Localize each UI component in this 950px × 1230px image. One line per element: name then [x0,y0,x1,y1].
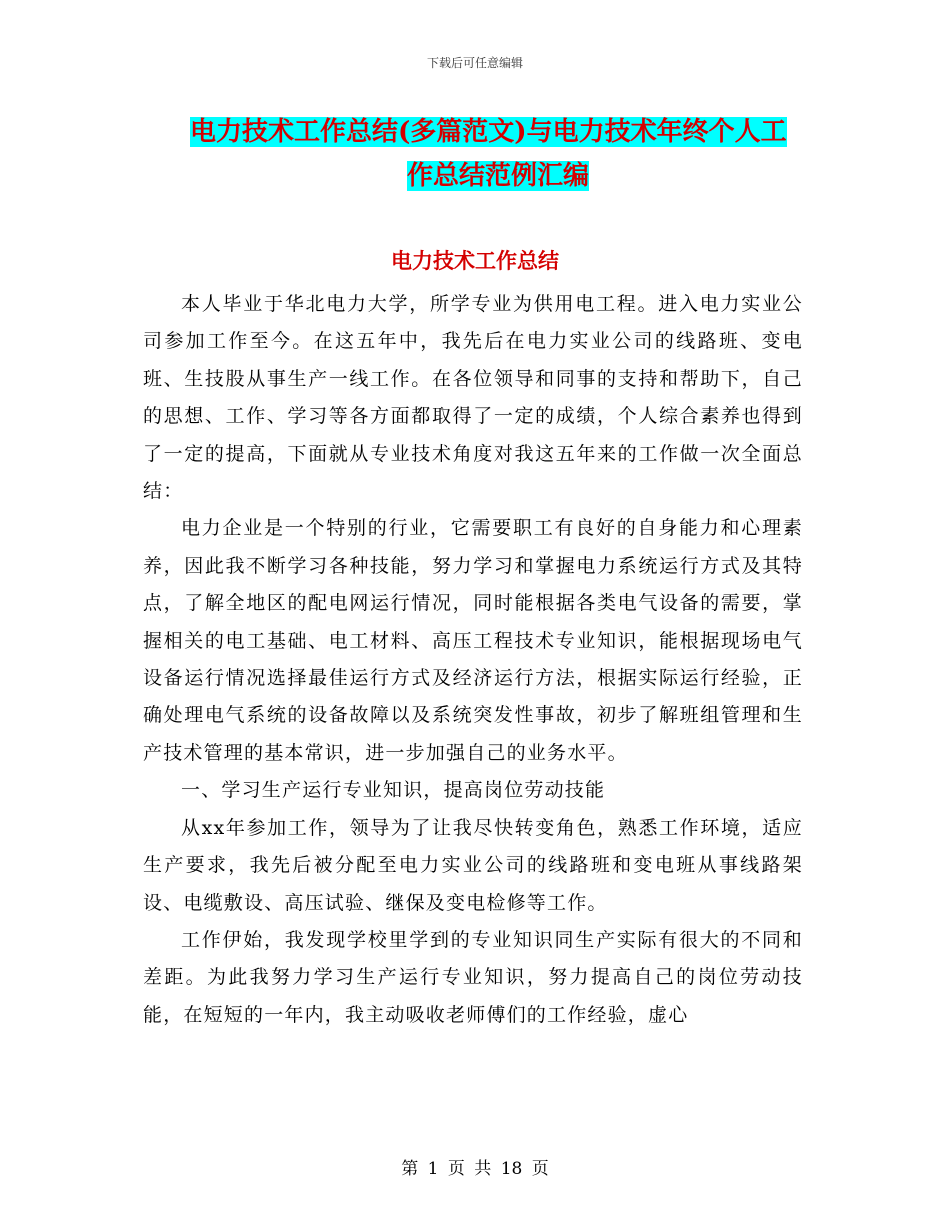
section-heading: 一、学习生产运行专业知识，提高岗位劳动技能 [181,779,606,802]
document-title-line1: 电力技术工作总结(多篇范文)与电力技术年终个人工 [190,117,787,147]
paragraph: 本人毕业于华北电力大学，所学专业为供用电工程。进入电力实业公司参加工作至今。在这五年中，我先后在电力实业公司的线路班、变电班、生技股从事生产一线工作。在各位领导和同事的支持和帮助下，自己的思想、工作、学习等各方面都取得了一定的成绩，个人综合素养也得到了一定的提高，下面就从专业技术角度对我这五年来的工作做一次全面总结： [143,293,803,503]
document-title-line2: 作总结范例汇编 [406,161,589,191]
paragraph: 工作伊始，我发现学校里学到的专业知识同生产实际有很大的不同和差距。为此我努力学习生产运行专业知识，努力提高自己的岗位劳动技能，在短短的一年内，我主动吸收老师傅们的工作经验，虚心 [143,928,803,1026]
document-title [190,110,810,198]
page-number-footer: 第 1 页 共 18 页 [401,1159,549,1179]
section-title: 电力技术工作总结 [391,248,559,273]
document-body [143,286,803,1034]
paragraph: 电力企业是一个特别的行业，它需要职工有良好的自身能力和心理素养，因此我不断学习各种技能，努力学习和掌握电力系统运行方式及其特点，了解全地区的配电网运行情况，同时能根据各类电气设备的需要，掌握相关的电工基础、电工材料、高压工程技术专业知识，能根据现场电气设备运行情况选择最佳运行方式及经济运行方法，根据实际运行经验，正确处理电气系统的设备故障以及系统突发性事故，初步了解班组管理和生产技术管理的基本常识，进一步加强自己的业务水平。 [143,517,803,764]
paragraph: 从xx年参加工作，领导为了让我尽快转变角色，熟悉工作环境，适应生产要求，我先后被分配至电力实业公司的线路班和变电班从事线路架设、电缆敷设、高压试验、继保及变电检修等工作。 [143,816,803,914]
page-header-note: 下载后可任意编辑 [426,56,523,70]
